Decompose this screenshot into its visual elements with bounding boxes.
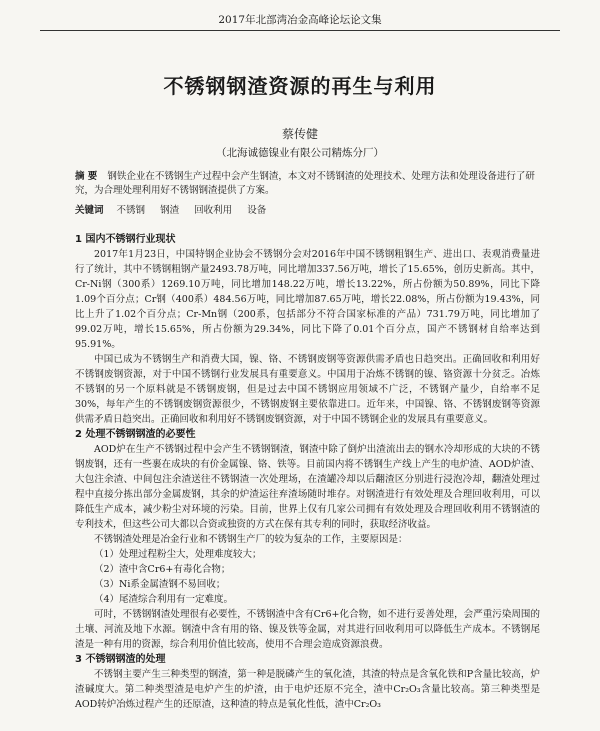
running-header: 2017年北部湾冶金高峰论坛论文集	[40, 12, 560, 31]
paper-body	[75, 232, 540, 712]
keywords	[75, 202, 540, 216]
list-item: （2）渣中含Cr6+有毒化合物；	[94, 564, 231, 575]
paragraph: AOD炉在生产不锈钢过程中会产生不锈钢钢渣，钢渣中除了倒炉出渣流出去的钢水冷却形成的大块的不锈钢废钢，还有一些裹在成块的有价金属镍、铬、铁等。目前国内将不锈钢生产线上产生的电炉渣、AOD炉渣、大包注余渣、中间包注余渣送往不锈钢渣一次处理场，在渣罐冷却以后翻渣区分别进行浸泡冷却，翻渣处理过程中直接分拣出部分金属废钢，其余的炉渣运往弃渣场随时堆存。对钢渣进行有效处理及合理回收利用，可以降低生产成本，减少粉尘对环境的污染。目前，世界上仅有几家公司拥有有效处理及合理回收利用不锈钢渣的专利技术，但这些公司大都以合资或独资的方式在保有其专利的同时，获取经济收益。	[75, 444, 540, 530]
keyword: 钢渣	[160, 205, 180, 216]
paragraph: 不锈钢主要产生三种类型的钢渣，第一种是脱磷产生的氧化渣，其渣的特点是含氧化铁和P含量比较高，炉渣碱度大。第二种类型渣是电炉产生的炉渣，由于电炉还原不完全，渣中Cr₂O₃含量比较高。第三种类型是AOD转炉冶炼过程产生的还原渣，这种渣的特点是氧化性低，渣中Cr₂O₃	[75, 669, 540, 710]
author: 蔡传健	[281, 127, 318, 141]
keyword: 回收利用	[194, 205, 233, 216]
list-item: （3）Ni系金属渣钢不易回收；	[94, 579, 226, 590]
abstract-label: 摘 要	[75, 171, 98, 182]
keyword: 设备	[247, 205, 267, 216]
paragraph: 不锈钢渣处理是冶金行业和不锈钢生产厂的较为复杂的工作，主要原因是：	[94, 534, 408, 545]
paper-title: 不锈钢钢渣资源的再生与利用	[163, 74, 437, 98]
abstract	[75, 170, 540, 198]
list-item: （4）尾渣综合利用有一定难度。	[94, 594, 234, 605]
section-heading: 3 不锈钢钢渣的处理	[75, 654, 166, 665]
paragraph: 2017年1月23日，中国特钢企业协会不锈钢分会对2016年中国不锈钢粗钢生产、进出口、表观消费量进行了统计，其中不锈钢粗钢产量2493.78万吨，同比增加337.56万吨，增长了15.65%，创历史新高。其中，Cr-Ni钢（300系）1269.10万吨，同比增加148.22万吨，增长13.22%，所占份额为50.89%，同比下降1.09个百分点；Cr钢（400系）484.56万吨，同比增加87.65万吨，增长22.08%，所占份额为19.43%，同比上升了1.02个百分点；Cr-Mn钢（200系，包括部分不符合国家标准的产品）731.79万吨，同比增加了99.02万吨，增长15.65%，所占份额为29.34%，同比下降了0.01个百分点，国产不锈钢材自给率达到95.91%。	[75, 249, 540, 350]
paragraph: 可时，不锈钢钢渣处理很有必要性，不锈钢渣中含有Cr6+化合物，如不进行妥善处理，会严重污染周围的土壤、河流及地下水源。钢渣中含有用的铬、镍及铁等金属，对其进行回收利用可以降低生产成本。不锈钢尾渣是一种有用的资源，综合利用价值比较高，使用不合理会造成资源浪费。	[75, 609, 540, 650]
abstract-text: 钢铁企业在不锈钢生产过程中会产生钢渣，本文对不锈钢渣的处理技术、处理方法和处理设备进行了研究，为合理处理利用好不锈钢钢渣提供了方案。	[75, 171, 535, 196]
list-item: （1）处理过程粉尘大，处理难度较大；	[94, 549, 262, 560]
paragraph: 中国已成为不锈钢生产和消费大国，镍、铬、不锈钢废钢等资源供需矛盾也日趋突出。正确回收和利用好不锈钢废钢资源，对于中国不锈钢行业发展具有重要意义。中国用于冶炼不锈钢的镍、铬资源十分贫乏。冶炼不锈钢的另一个原料就是不锈钢废钢，但是过去中国不锈钢应用领域不广泛，不锈钢产量少，自给率不足30%，每年产生的不锈钢废钢资源很少，不锈钢废钢主要依靠进口。近年来，中国镍、铬、不锈钢废钢等资源供需矛盾日趋突出。正确回收和利用好不锈钢废钢资源，对于中国不锈钢企业的发展具有重要意义。	[75, 354, 540, 425]
section-heading: 2 处理不锈钢钢渣的必要性	[75, 429, 196, 440]
keyword: 不锈钢	[116, 205, 146, 216]
keywords-label: 关键词	[75, 205, 104, 216]
affiliation: （北海诚德镍业有限公司精炼分厂）	[216, 147, 384, 159]
section-heading: 1 国内不锈钢行业现状	[75, 234, 176, 245]
